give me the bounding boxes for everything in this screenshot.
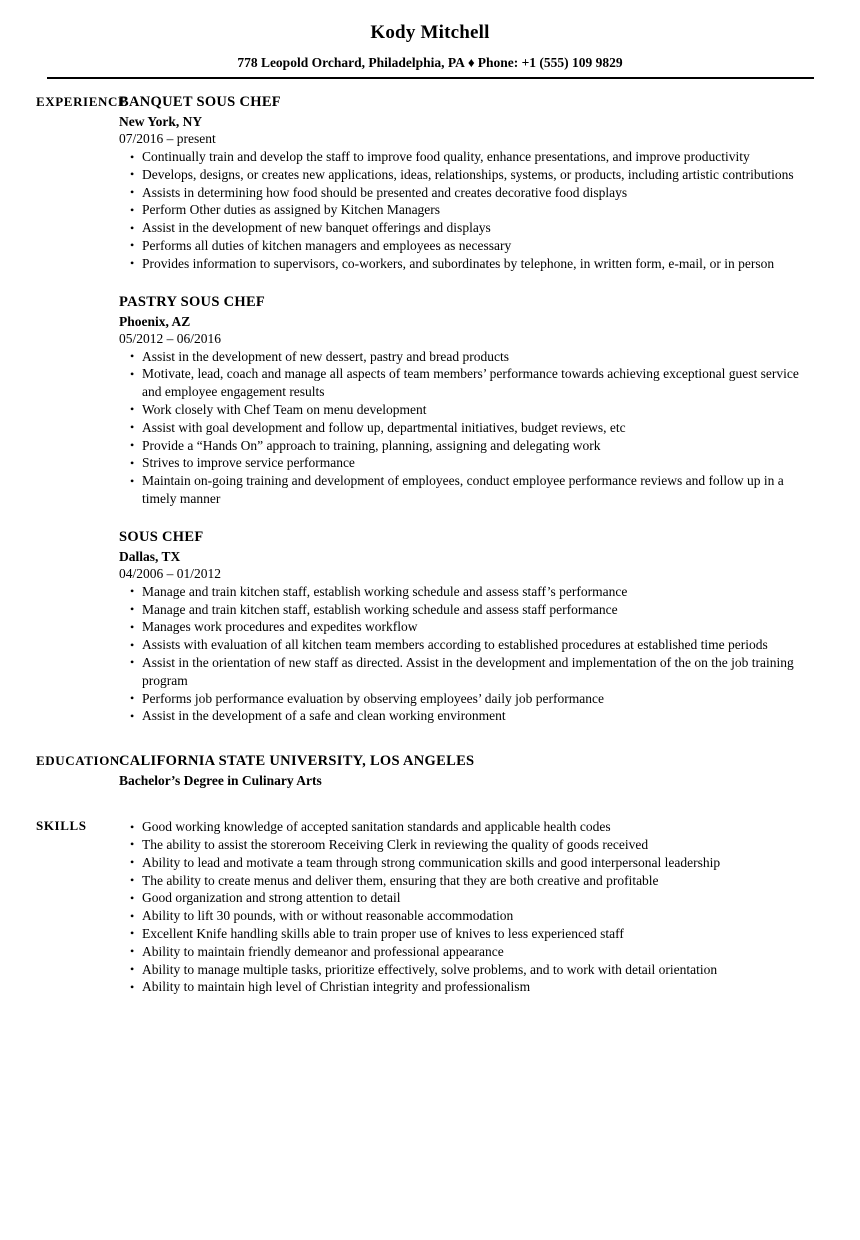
resume-header	[0, 0, 860, 79]
skill-bullet: • Ability to lead and motivate a team through strong communication skills and good interpersonal leadership	[119, 854, 812, 872]
job-location: Dallas, TX	[119, 548, 181, 564]
contact-phone: Phone: +1 (555) 109 9829	[477, 55, 623, 70]
skill-bullet: • Ability to maintain friendly demeanor and professional appearance	[119, 943, 812, 961]
experience-section-label: EXPERIENCE	[36, 94, 128, 109]
skill-bullet: • The ability to create menus and deliver them, ensuring that they are both creative and profitable	[119, 872, 812, 890]
job-bullet: • Motivate, lead, coach and manage all aspects of team members’ performance towards achieving exceptional guest service and employee engagement results	[119, 365, 812, 401]
education-school: CALIFORNIA STATE UNIVERSITY, LOS ANGELES	[119, 753, 475, 770]
job-bullet: • Work closely with Chef Team on menu development	[119, 401, 812, 419]
skill-bullet: • The ability to assist the storeroom Receiving Clerk in reviewing the quality of goods received	[119, 836, 812, 854]
job-title: PASTRY SOUS CHEF	[119, 293, 266, 310]
job-title: SOUS CHEF	[119, 528, 204, 545]
education-degree: Bachelor’s Degree in Culinary Arts	[119, 773, 322, 789]
job-bullet: • Maintain on-going training and development of employees, conduct employee performance reviews and follow up in a timely manner	[119, 472, 812, 508]
job-bullet: • Assists in determining how food should be presented and creates decorative food displays	[119, 184, 812, 202]
contact-address: 778 Leopold Orchard, Philadelphia, PA	[237, 55, 465, 70]
job-bullet-list	[119, 348, 812, 508]
job-bullet: • Manage and train kitchen staff, establish working schedule and assess staff performance	[119, 601, 812, 619]
experience-entry	[119, 93, 812, 273]
job-bullet: • Provides information to supervisors, co-workers, and subordinates by telephone, in written form, e-mail, or in person	[119, 255, 812, 273]
contact-line	[0, 54, 860, 71]
candidate-name: Kody Mitchell	[370, 22, 490, 43]
education-entry	[119, 752, 812, 790]
job-dates: 05/2012 – 06/2016	[119, 330, 222, 346]
skill-bullet: • Ability to maintain high level of Christian integrity and professionalism	[119, 978, 812, 996]
skills-bullet-list	[119, 818, 812, 996]
experience-entry	[119, 528, 812, 725]
education-entries	[119, 752, 860, 790]
job-title: BANQUET SOUS CHEF	[119, 94, 281, 110]
skill-bullet: • Ability to lift 30 pounds, with or without reasonable accommodation	[119, 907, 812, 925]
resume-body	[0, 79, 860, 996]
skill-bullet: • Ability to manage multiple tasks, prioritize effectively, solve problems, and to work with detail orientation	[119, 961, 812, 979]
job-bullet: • Assists with evaluation of all kitchen team members according to established procedures at established time periods	[119, 636, 812, 654]
job-bullet-list	[119, 148, 812, 273]
job-location: Phoenix, AZ	[119, 313, 191, 329]
job-bullet: • Assist in the development of new dessert, pastry and bread products	[119, 348, 812, 366]
job-bullet: • Assist with goal development and follow up, departmental initiatives, budget reviews, etc	[119, 419, 812, 437]
job-bullet: • Strives to improve service performance	[119, 454, 812, 472]
skills-entries	[119, 817, 860, 996]
experience-section	[0, 93, 860, 725]
job-bullet: • Assist in the development of a safe and clean working environment	[119, 707, 812, 725]
experience-entries	[119, 93, 860, 725]
job-dates: 07/2016 – present	[119, 131, 216, 146]
skill-bullet: • Excellent Knife handling skills able to train proper use of knives to less experienced staff	[119, 925, 812, 943]
job-bullet: • Provide a “Hands On” approach to training, planning, assigning and delegating work	[119, 437, 812, 455]
skill-bullet: • Good organization and strong attention to detail	[119, 889, 812, 907]
education-section	[0, 752, 860, 790]
job-bullet: • Perform Other duties as assigned by Kitchen Managers	[119, 201, 812, 219]
job-location: New York, NY	[119, 114, 203, 129]
job-bullet: • Manages work procedures and expedites workflow	[119, 618, 812, 636]
skills-section	[0, 817, 860, 996]
skill-bullet: • Good working knowledge of accepted sanitation standards and applicable health codes	[119, 818, 812, 836]
job-bullet: • Assist in the development of new banquet offerings and displays	[119, 219, 812, 237]
experience-entry	[119, 293, 812, 508]
job-bullet: • Manage and train kitchen staff, establish working schedule and assess staff’s performance	[119, 583, 812, 601]
job-bullet: • Performs job performance evaluation by observing employees’ daily job performance	[119, 690, 812, 708]
job-bullet: • Continually train and develop the staff to improve food quality, enhance presentations, and improve productivity	[119, 148, 812, 166]
job-dates: 04/2006 – 01/2012	[119, 565, 222, 581]
job-bullet: • Assist in the orientation of new staff as directed. Assist in the development and implementation of the on the job training program	[119, 654, 812, 690]
diamond-separator-icon: ♦	[467, 55, 475, 70]
skills-section-label: SKILLS	[36, 818, 87, 834]
job-bullet: • Develops, designs, or creates new applications, ideas, relationships, systems, or products, including artistic contributions	[119, 166, 812, 184]
job-bullet-list	[119, 583, 812, 725]
job-bullet: • Performs all duties of kitchen managers and employees as necessary	[119, 237, 812, 255]
education-section-label: EDUCATION	[36, 753, 120, 769]
